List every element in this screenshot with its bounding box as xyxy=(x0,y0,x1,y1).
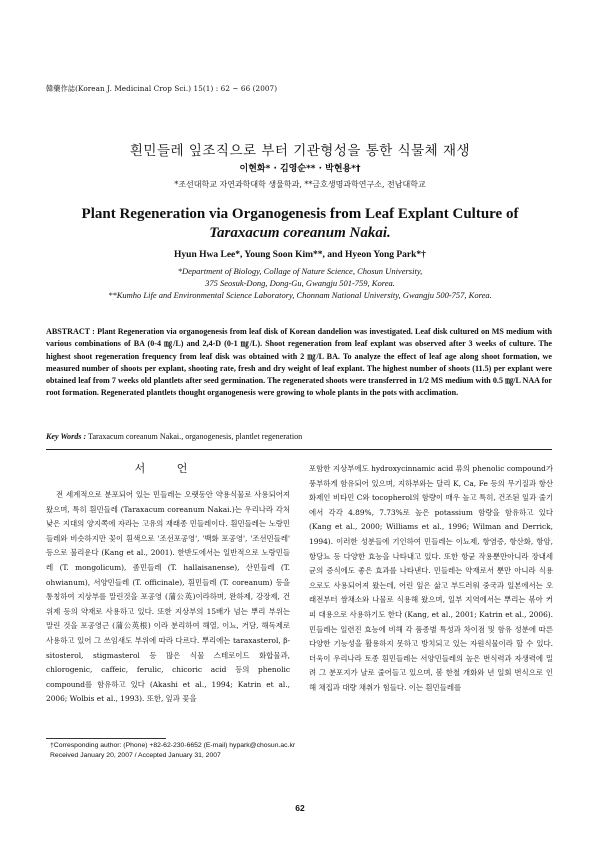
authors-english: Hyun Hwa Lee*, Young Soon Kim**, and Hyeon Yong Park*† xyxy=(174,250,426,260)
title-english-line2: Taraxacum coreanum Nakai. xyxy=(209,225,391,241)
title-english xyxy=(40,205,560,243)
keywords xyxy=(46,432,552,441)
page-number: 62 xyxy=(295,803,305,813)
right-column xyxy=(309,462,553,696)
right-column-text: 포함한 지상부에도 hydroxycinnamic acid 류의 phenolic compound가 풍부하게 함유되어 있으며, 지하부와는 달리 K, Ca, Fe 등의 무기질과 항산화제인 비타민 C와 tocopherol의 함량이 매우 높고 특히, 건조된 잎과 줄기에서 각각 4.89%, 7.73%로 높은 potassium 함량을 함유하고 있다 (Kang et al., 2000; Williams et al., 1996; Wilman and Derrick, 1994). 이러한 성분들에 기인하여 민들레는 이뇨제, 항염증, 항산화, 항암, 항당뇨 등 다양한 효능을 나타내고 있다. 또한 항균 작용뿐만아니라 장내세균의 증식에도 좋은 효과를 나타낸다. 민들레는 약재로서 뿐만 아니라 식용으로도 사용되어져 왔는데, 어린 잎은 삶고 부드러워 중국과 일본에서는 오래전부터 쌈채소와 나물로 식용해 왔으며, 일부 지역에서는 뿌리는 볶아 커피 대용으로 사용하기도 한다 (Kang, et al., 2001; Katrin et al., 2006). 민들레는 일련진 효능에 비해 각 품종별 특성과 차이점 및 함유 성분에 따른 다양한 기능성을 활용하지 못하고 방치되고 있는 자원식물이라 할 수 있다. 더욱이 우리나라 토종 흰민들레는 서양민들레의 높은 번식력과 자생력에 밀려 그 분포지가 날로 줄어들고 있으며, 봄 한철 개화와 년 일회 번식으로 인해 채집과 대량 채취가 힘들다. 이는 흰민들레를 xyxy=(309,464,553,692)
left-column-text: 전 세계적으로 분포되어 있는 민들레는 오랫동안 약용식물로 사용되어져 왔으며, 특히 흰민들레 (Taraxacum coreanum Nakai.)는 우리나라 각처 낮은 지대의 양지쪽에 자라는 고유의 재래종 민들레이다. 흰민들레는 노랑민들레와 비슷하지만 꽃이 흰색으로 '조선포공영', '백화 포공영', '조선민들레' 등으로 불리운다 (Kang et al., 2001). 한반도에서는 일반적으로 노랑민들레 (T. mongolicum), 좀민들레 (T. hallaisanense), 산민들레 (T. ohwianum), 서양민들레 (T. officinale), 흰민들레 (T. coreanum) 등을 통칭하여 지상부를 말린것을 포공영 (蒲公英)이라하며, 완하제, 강장제, 건위제 등의 약재로 사용하고 있다. 또한 지상부의 15배가 넘는 뿌리 부위는 말린 것을 포공영근 (蒲公英根) 이라 분리하여 해열, 이뇨, 거담, 해독제로 사용하고 있어 그 쓰임새도 부위에 따라 다르다. 뿌리에는 taraxasterol, β-sitosterol, stigmasterol 등 많은 식물 스테로이드 화합물과, chlorogenic, caffeic, ferulic, chicoric acid 등의 phenolic compound를 함유하고 있다 (Akashi et al., 1994; Katrin et al., 2006; Wolbis et al., 1993). 또한, 잎과 꽃을 xyxy=(46,490,290,704)
left-column xyxy=(46,488,290,707)
footnote-dates: Received January 20, 2007 / Accepted January 31, 2007 xyxy=(50,752,221,759)
affiliation-english-line3: **Kumho Life and Environmental Science Laboratory, Chonnam National University, Gwangju 500-757, Korea. xyxy=(108,290,492,300)
affiliation-english xyxy=(0,265,600,301)
journal-citation: 韓藥作誌(Korean J. Medicinal Crop Sci.) 15(1) : 62 ~ 66 (2007) xyxy=(46,84,278,93)
affiliation-korean: *조선대학교 자연과학대학 생물학과, **금호생명과학연구소, 전남대학교 xyxy=(174,180,426,189)
affiliation-english-line2: 375 Seosuk-Dong, Dong-Gu, Gwangju 501-759, Korea. xyxy=(205,278,395,288)
footnote-corresponding: †Corresponding author: (Phone) +82-62-230-6652 (E-mail) hypark@chosun.ac.kr xyxy=(50,742,296,749)
footnote-divider xyxy=(46,738,166,739)
keywords-text: Taraxacum coreanum Nakai., organogenesis, plantlet regeneration xyxy=(88,432,303,441)
title-korean: 흰민들레 잎조직으로 부터 기관형성을 통한 식물체 재생 xyxy=(129,143,471,159)
affiliation-english-line1: *Department of Biology, Collage of Nature Science, Chosun University, xyxy=(177,266,423,276)
title-english-line1: Plant Regeneration via Organogenesis from Leaf Explant Culture of xyxy=(81,206,519,222)
authors-korean: 이현화* · 김영순** · 박현용*† xyxy=(239,164,361,174)
section-heading: 서 언 xyxy=(134,462,202,475)
abstract: ABSTRACT : Plant Regeneration via organogenesis from leaf disk of Korean dandelion was investigated. Leaf disk cultured on MS medium with various combinations of BA (0-4 ㎎/L) and 2,4-D (0-1 ㎎/L). Shoot regeneration from leaf explant was observed after 3 weeks of culture. The highest shoot regeneration frequency from leaf disk was obtained with 2 ㎎/L BA. To analyze the effect of leaf age along shoot formation, we measured number of shoots per explant, shooting rate, fresh and dry weight of leaf explant. The highest number of shoots (11.5) per explant were obtained leaf from 7 weeks old plantlets after seed germination. The regenerated shoots were transferred in 1/2 MS medium with 0.5 ㎎/L NAA for root formation. Regenerated plantlets thought organogenesis were growing to whole plants in the pots with acclimation. xyxy=(46,327,552,398)
keywords-label: Key Words : xyxy=(46,432,87,441)
divider xyxy=(46,449,552,450)
footnote xyxy=(50,741,295,761)
